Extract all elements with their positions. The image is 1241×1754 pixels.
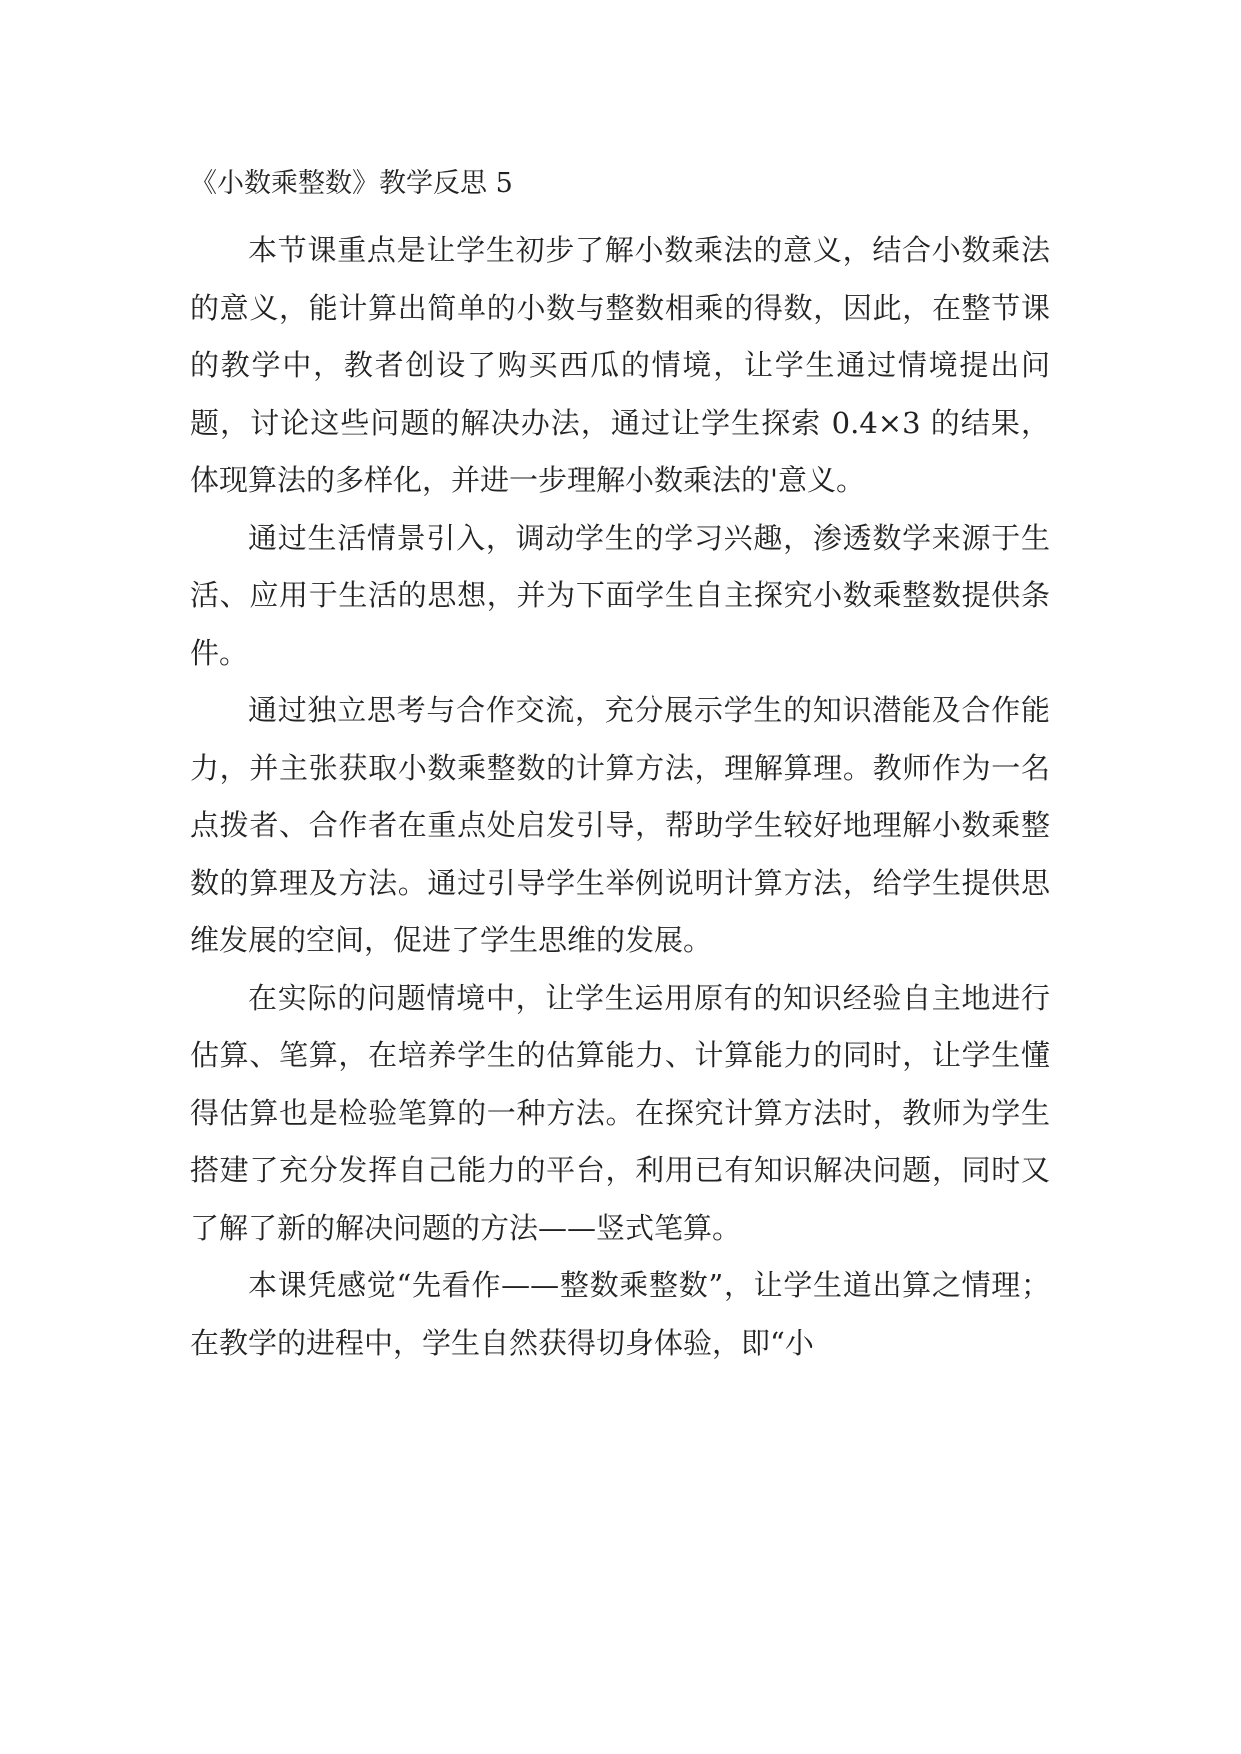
document-title: 《小数乘整数》教学反思 5: [190, 168, 513, 199]
paragraph: 在实际的问题情境中，让学生运用原有的知识经验自主地进行估算、笔算，在培养学生的估算能力、计算能力的同时，让学生懂得估算也是检验笔算的一种方法。在探究计算方法时，教师为学生搭建了充分发挥自己能力的平台，利用已有知识解决问题，同时又了解了新的解决问题的方法——竖式笔算。: [190, 980, 1050, 1245]
paragraph: 通过生活情景引入，调动学生的学习兴趣，渗透数学来源于生活、应用于生活的思想，并为下面学生自主探究小数乘整数提供条件。: [190, 520, 1050, 670]
paragraph: 通过独立思考与合作交流，充分展示学生的知识潜能及合作能力，并主张获取小数乘整数的计算方法，理解算理。教师作为一名点拨者、合作者在重点处启发引导，帮助学生较好地理解小数乘整数的算理及方法。通过引导学生举例说明计算方法，给学生提供思维发展的空间，促进了学生思维的发展。: [190, 693, 1050, 957]
paragraph: 本课凭感觉“先看作——整数乘整数”，让学生道出算之情理；在教学的进程中，学生自然获得切身体验，即“小: [190, 1268, 1050, 1360]
paragraph: 本节课重点是让学生初步了解小数乘法的意义，结合小数乘法的意义，能计算出简单的小数与整数相乘的得数，因此，在整节课的教学中，教者创设了购买西瓜的情境，让学生通过情境提出问题，讨论这些问题的解决办法，通过让学生探索 0.4×3 的结果，体现算法的多样化，并进一步理解小数乘法的'意义。: [190, 233, 1050, 497]
document-body: [190, 222, 1050, 1372]
